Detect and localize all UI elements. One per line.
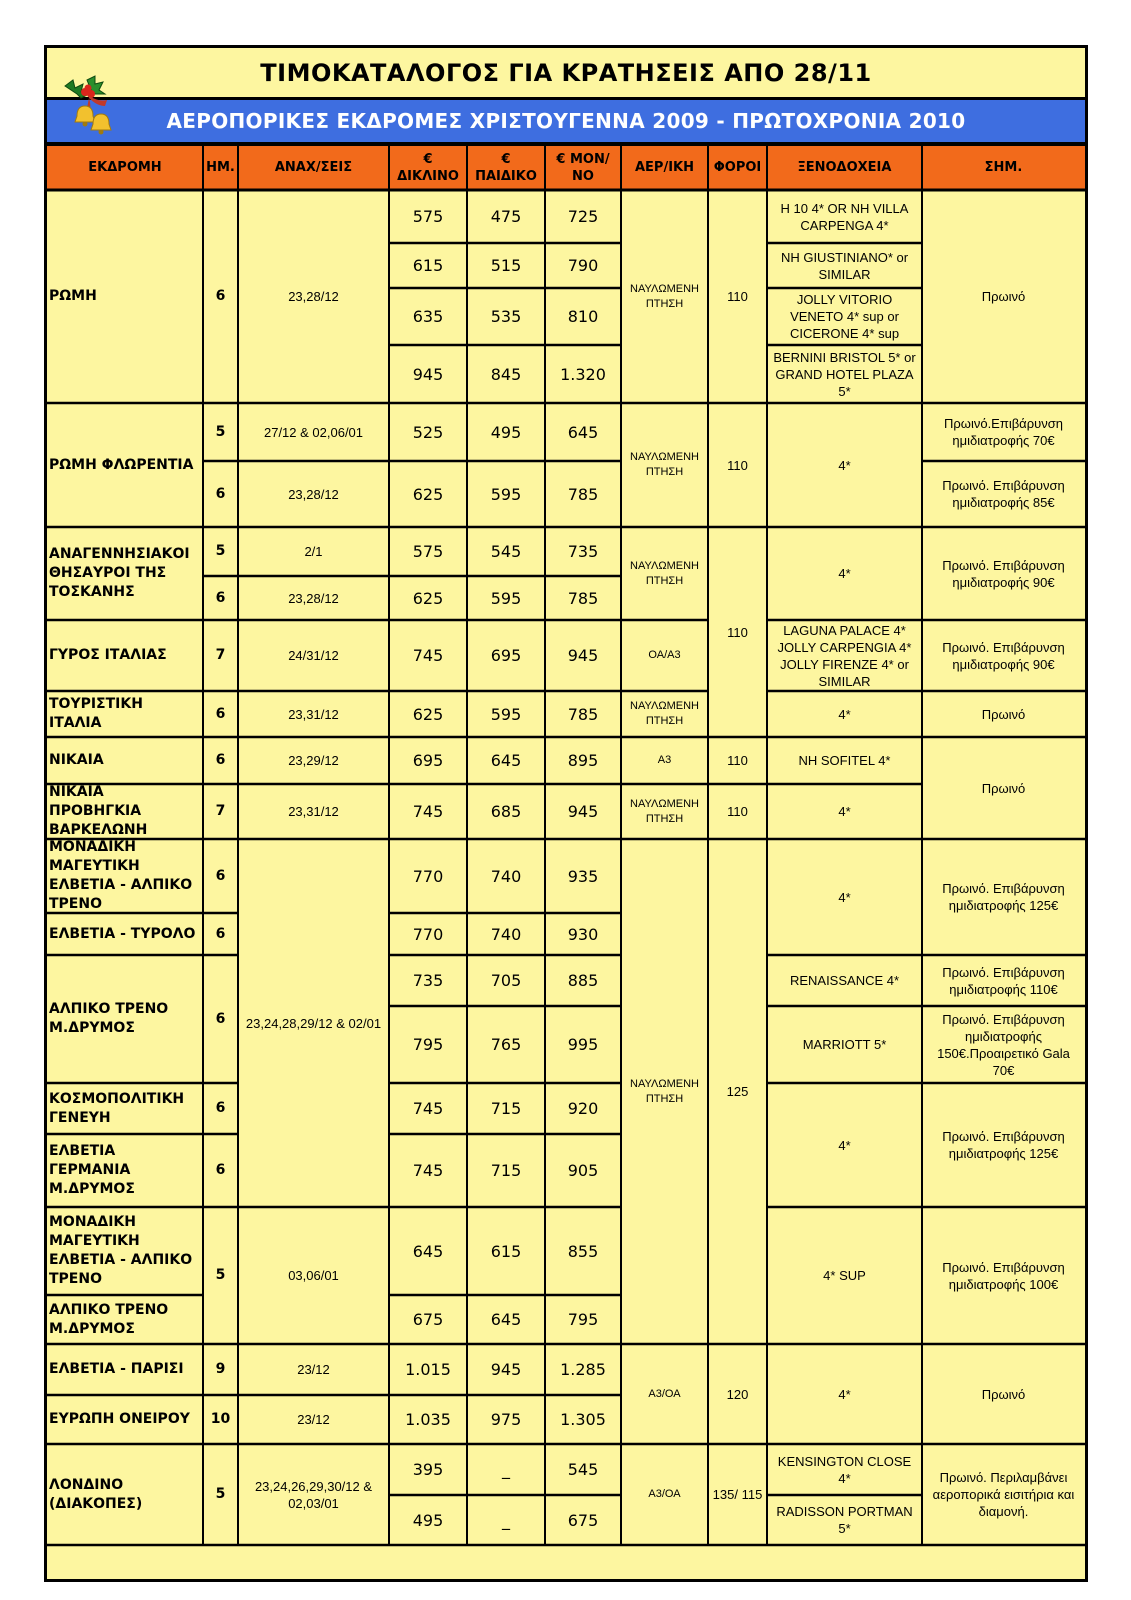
hotel: KENSINGTON CLOSE 4*: [777, 1453, 912, 1486]
note: Πρωινό: [981, 780, 1026, 796]
page-subtitle: ΑΕΡΟΠΟΡΙΚΕΣ ΕΚΔΡΟΜΕΣ ΧΡΙΣΤΟΥΓΕΝΝΑ 2009 - ΠΡΩΤΟΧΡΟΝΙΑ 2010: [47, 100, 1085, 145]
taxes: 125: [726, 1084, 749, 1099]
price-child: 645: [490, 1310, 522, 1329]
price-child: 595: [490, 704, 522, 724]
trip-name: ΕΥΡΩΠΗ ΟΝΕΙΡΟΥ: [49, 1411, 190, 1427]
price-double: 575: [412, 207, 444, 226]
column-header: € ΠΑΙΔΙΚΟ: [467, 145, 545, 190]
departure-dates: 23,31/12: [288, 706, 339, 722]
departure-dates: 23,28/12: [288, 486, 339, 502]
airline: Α3/ΟΑ: [648, 1488, 681, 1500]
price-single: 735: [567, 542, 599, 561]
price-double: 625: [412, 704, 444, 724]
price-double: 1.035: [405, 1410, 451, 1429]
price-single: 725: [567, 207, 599, 226]
taxes: 110: [727, 804, 748, 819]
trip-days: 6: [215, 1100, 226, 1116]
departure-dates: 24/31/12: [288, 648, 339, 663]
taxes: 110: [727, 753, 748, 768]
trip-days: 9: [215, 1361, 226, 1377]
price-single: 795: [567, 1310, 599, 1329]
price-single: 905: [567, 1161, 599, 1180]
price-single: 1.285: [560, 1360, 606, 1379]
departure-dates: 23,28/12: [288, 590, 339, 606]
note: Πρωινό: [981, 706, 1026, 722]
airline: ΝΑΥΛΩΜΕΝΗ ΠΤΗΣΗ: [630, 797, 699, 825]
hotel: 4* SUP: [823, 1268, 866, 1283]
price-child: 475: [490, 207, 522, 226]
departure-dates: 23,31/12: [288, 804, 339, 819]
price-single: 785: [567, 484, 599, 504]
price-child: 595: [490, 484, 522, 504]
price-double: 735: [412, 971, 444, 990]
trip-days: 7: [215, 647, 226, 663]
price-single: 785: [567, 704, 599, 724]
price-single: 1.305: [560, 1410, 606, 1429]
price-double: 625: [412, 484, 444, 504]
column-header: ΣΗΜ.: [922, 145, 1085, 190]
price-single: 885: [567, 971, 599, 990]
departure-dates: 2/1: [304, 544, 323, 559]
column-header: ΑΕΡ/ΙΚΗ: [621, 145, 708, 190]
airline: ΝΑΥΛΩΜΕΝΗ ΠΤΗΣΗ: [630, 700, 699, 727]
trip-days: 5: [215, 423, 226, 440]
price-double: 645: [412, 1241, 444, 1261]
price-single: 930: [567, 924, 599, 944]
trips-grid: [47, 145, 1085, 1579]
price-single: 675: [567, 1510, 599, 1530]
column-header: ΦΟΡΟΙ: [708, 145, 767, 190]
trip-days: 6: [215, 1162, 226, 1178]
trip-days: 6: [215, 705, 226, 722]
price-child: 595: [490, 588, 522, 608]
trip-name: ΚΟΣΜΟΠΟΛΙΤΙΚΗ ΓΕΝΕΥΗ: [49, 1090, 185, 1126]
note: Πρωινό. Επιβάρυνση ημιδιατροφής 90€: [942, 639, 1065, 672]
hotel: NH SOFITEL 4*: [798, 753, 891, 768]
note: Πρωινό. Επιβάρυνση ημιδιατροφής 100€: [942, 1259, 1065, 1292]
taxes: 110: [727, 457, 748, 473]
price-double: 525: [412, 422, 444, 442]
price-child: 715: [490, 1161, 522, 1180]
price-child: 685: [490, 802, 522, 821]
hotel: JOLLY VITORIO VENETO 4* sup or CICERONE 4* sup: [789, 292, 900, 341]
trip-name: ΑΝΑΓΕΝΝΗΣΙΑΚΟΙ ΘΗΣΑΥΡΟΙ ΤΗΣ ΤΟΣΚΑΝΗΣ: [49, 546, 190, 600]
trip-name: ΓΥΡΟΣ ΙΤΑΛΙΑΣ: [49, 647, 167, 663]
hotel: RENAISSANCE 4*: [789, 973, 900, 988]
price-double: 495: [412, 1510, 444, 1530]
hotel: H 10 4* OR NH VILLA CARPENGA 4*: [780, 200, 909, 233]
price-child: 765: [490, 1035, 522, 1054]
taxes: 110: [727, 289, 748, 304]
note: Πρωινό. Επιβάρυνση ημιδιατροφής 110€: [942, 964, 1065, 997]
hotel: 4*: [838, 804, 851, 819]
column-header: ΞΕΝΟΔΟΧΕΙΑ: [767, 145, 922, 190]
airline: ΝΑΥΛΩΜΕΝΗ ΠΤΗΣΗ: [630, 1077, 699, 1105]
trip-days: 5: [215, 1486, 226, 1502]
price-child: 705: [490, 971, 522, 990]
price-child: 645: [490, 751, 522, 770]
hotel: MARRIOTT 5*: [802, 1037, 887, 1052]
holly-bells-icon: [59, 72, 121, 140]
price-double: 795: [412, 1035, 444, 1054]
trip-name: ΛΟΝΔΙΝΟ (ΔΙΑΚΟΠΕΣ): [49, 1476, 143, 1512]
price-single: 790: [567, 256, 599, 275]
trip-days: 6: [215, 288, 226, 304]
price-child: 740: [490, 866, 522, 886]
price-child: _: [502, 1460, 510, 1479]
trip-days: 6: [215, 867, 226, 884]
page-title: ΤΙΜΟΚΑΤΑΛΟΓΟΣ ΓΙΑ ΚΡΑΤΗΣΕΙΣ ΑΠΟ 28/11: [47, 48, 1085, 100]
price-single: 920: [567, 1099, 599, 1118]
column-header: ΕΚΔΡΟΜΗ: [47, 145, 203, 190]
price-child: 495: [490, 422, 522, 442]
departure-dates: 03,06/01: [288, 1268, 339, 1283]
price-double: 615: [412, 256, 444, 275]
note: Πρωινό.Επιβάρυνση ημιδιατροφής 70€: [944, 416, 1063, 448]
trip-name: ΜΟΝΑΔΙΚΗ ΜΑΓΕΥΤΙΚΗ ΕΛΒΕΤΙΑ - ΑΛΠΙΚΟ ΤΡΕΝΟ: [49, 839, 193, 912]
trip-days: 6: [215, 1010, 226, 1027]
airline: ΟΑ/Α3: [648, 649, 681, 661]
hotel: 4*: [838, 457, 851, 473]
taxes: 110: [727, 624, 748, 640]
hotel: NH GIUSTINIANO* or SIMILAR: [780, 249, 909, 282]
price-single: 1.320: [560, 364, 606, 384]
price-single: 810: [567, 307, 599, 326]
trip-days: 5: [215, 543, 226, 559]
note: Πρωινό. Επιβάρυνση ημιδιατροφής 90€: [942, 557, 1065, 590]
price-child: 945: [490, 1360, 522, 1379]
price-double: 1.015: [405, 1360, 451, 1379]
price-double: 745: [412, 1099, 444, 1118]
note: Πρωινό: [981, 1386, 1026, 1402]
departure-dates: 23,24,26,29,30/12 & 02,03/01: [254, 1478, 373, 1511]
price-child: 535: [490, 307, 522, 326]
price-child: 545: [490, 542, 522, 561]
trip-days: 6: [215, 485, 226, 502]
price-double: 695: [412, 751, 444, 770]
price-child: 845: [490, 364, 522, 384]
price-single: 935: [567, 866, 599, 886]
trip-name: ΑΛΠΙΚΟ ΤΡΕΝΟ Μ.ΔΡΥΜΟΣ: [49, 1301, 169, 1337]
trip-days: 5: [215, 1267, 226, 1283]
price-single: 995: [567, 1035, 599, 1054]
hotel: 4*: [838, 889, 851, 905]
taxes: 135/ 115: [712, 1487, 763, 1502]
departure-dates: 23/12: [297, 1362, 330, 1377]
price-child: 715: [490, 1099, 522, 1118]
trip-name: ΑΛΠΙΚΟ ΤΡΕΝΟ Μ.ΔΡΥΜΟΣ: [49, 1001, 169, 1036]
trip-name: ΜΟΝΑΔΙΚΗ ΜΑΓΕΥΤΙΚΗ ΕΛΒΕΤΙΑ - ΑΛΠΙΚΟ ΤΡΕΝΟ: [49, 1214, 193, 1287]
trip-days: 7: [215, 803, 226, 819]
column-header: ΗΜ.: [203, 145, 238, 190]
price-double: 675: [412, 1310, 444, 1329]
price-child: 615: [490, 1241, 522, 1261]
price-double: 575: [412, 542, 444, 561]
departure-dates: 23,29/12: [288, 753, 339, 768]
note: Πρωινό. Επιβάρυνση ημιδιατροφής 150€.Προαιρετικό Gala 70€: [937, 1011, 1070, 1078]
price-double: 770: [412, 924, 444, 944]
taxes: 120: [726, 1386, 749, 1402]
trip-name: ΤΟΥΡΙΣΤΙΚΗ ΙΤΑΛΙΑ: [49, 696, 143, 731]
airline: ΝΑΥΛΩΜΕΝΗ ΠΤΗΣΗ: [630, 559, 699, 587]
airline: Α3: [657, 754, 672, 766]
airline: ΝΑΥΛΩΜΕΝΗ ΠΤΗΣΗ: [630, 451, 699, 478]
hotel: BERNINI BRISTOL 5* or GRAND HOTEL PLAZA 5*: [773, 349, 916, 399]
price-list-table: [44, 45, 1088, 1582]
note: Πρωινό. Επιβάρυνση ημιδιατροφής 125€: [942, 881, 1065, 913]
trip-days: 6: [215, 925, 226, 942]
price-double: 745: [412, 802, 444, 821]
column-header: ΑΝΑΧ/ΣΕΙΣ: [238, 145, 389, 190]
trip-days: 6: [215, 752, 226, 768]
price-double: 395: [412, 1460, 444, 1479]
column-header: € ΔΙΚΛΙΝΟ: [389, 145, 467, 190]
price-single: 645: [567, 422, 599, 442]
price-single: 895: [567, 751, 599, 770]
price-child: 515: [490, 256, 522, 275]
price-single: 545: [567, 1460, 599, 1479]
hotel: 4*: [838, 1137, 851, 1153]
departure-dates: 23/12: [297, 1412, 330, 1427]
airline: ΝΑΥΛΩΜΕΝΗ ΠΤΗΣΗ: [630, 282, 699, 310]
departure-dates: 27/12 & 02,06/01: [263, 424, 364, 440]
hotel: LAGUNA PALACE 4* JOLLY CARPENGIA 4* JOLLY FIRENZE 4* or SIMILAR: [777, 622, 912, 689]
trip-name: ΕΛΒΕΤΙΑ - ΠΑΡΙΣΙ: [49, 1361, 184, 1377]
trip-name: ΝΙΚΑΙΑ: [49, 752, 104, 768]
trip-days: 10: [210, 1411, 231, 1427]
price-single: 785: [567, 588, 599, 608]
price-child: 740: [490, 924, 522, 944]
price-double: 625: [412, 588, 444, 608]
note: Πρωινό. Επιβάρυνση ημιδιατροφής 125€: [942, 1129, 1065, 1161]
hotel: 4*: [838, 1386, 851, 1402]
price-child: _: [502, 1510, 510, 1530]
price-single: 855: [567, 1241, 599, 1261]
trip-name: ΕΛΒΕΤΙΑ ΓΕΡΜΑΝΙΑ Μ.ΔΡΥΜΟΣ: [49, 1143, 135, 1197]
price-double: 745: [412, 1161, 444, 1180]
note: Πρωινό: [981, 289, 1026, 304]
trip-name: ΡΩΜΗ: [49, 288, 97, 304]
price-single: 945: [567, 646, 599, 665]
trip-name: ΡΩΜΗ ΦΛΩΡΕΝΤΙΑ: [49, 456, 194, 473]
departure-dates: 23,28/12: [288, 289, 339, 304]
note: Πρωινό. Περιλαμβάνει αεροπορικά εισιτήρια και διαμονή.: [932, 1470, 1075, 1519]
price-double: 745: [412, 646, 444, 665]
hotel: 4*: [838, 566, 851, 581]
note: Πρωινό. Επιβάρυνση ημιδιατροφής 85€: [942, 478, 1065, 510]
trip-name: ΝΙΚΑΙΑ ΠΡΟΒΗΓΚΙΑ ΒΑΡΚΕΛΩΝΗ: [49, 784, 148, 838]
column-header: € ΜΟΝ/ΝΟ: [545, 145, 621, 190]
trip-name: ΕΛΒΕΤΙΑ - ΤΥΡΟΛΟ: [49, 925, 196, 942]
price-child: 695: [490, 646, 522, 665]
hotel: 4*: [838, 706, 851, 722]
trip-days: 6: [215, 589, 226, 606]
price-child: 975: [490, 1410, 522, 1429]
price-single: 945: [567, 802, 599, 821]
price-double: 945: [412, 364, 444, 384]
price-double: 635: [412, 307, 444, 326]
departure-dates: 23,24,28,29/12 & 02/01: [245, 1015, 382, 1031]
airline: Α3/ΟΑ: [648, 1387, 681, 1400]
price-double: 770: [412, 866, 444, 886]
hotel: RADISSON PORTMAN 5*: [776, 1504, 913, 1536]
